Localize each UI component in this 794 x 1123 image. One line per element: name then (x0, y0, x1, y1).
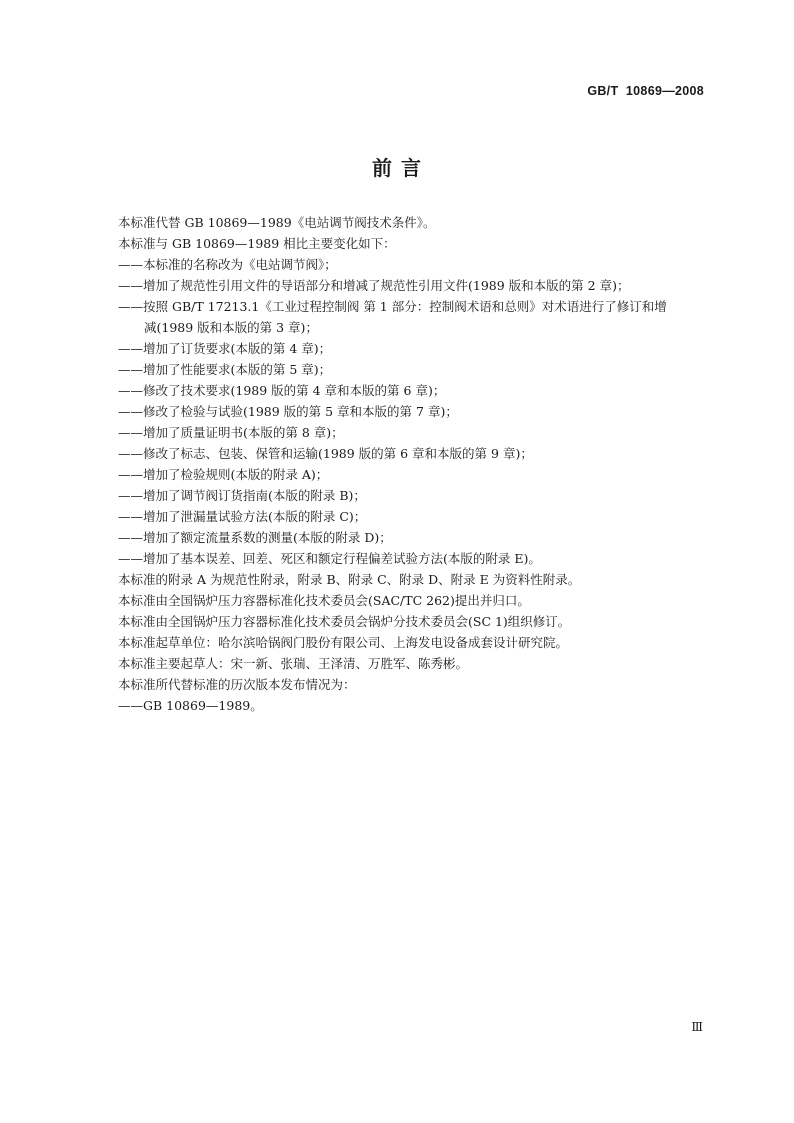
list-item: ——增加了质量证明书(本版的第 8 章)； (118, 425, 344, 440)
list-item: ——修改了标志、包装、保管和运输(1989 版的第 6 章和本版的第 9 章)； (118, 446, 533, 461)
list-item: ——增加了额定流量系数的测量(本版的附录 D)； (118, 530, 392, 545)
paragraph-line: 本标准由全国锅炉压力容器标准化技术委员会(SAC/TC 262)提出并归口。 (118, 593, 530, 608)
list-item: ——增加了调节阀订货指南(本版的附录 B)； (118, 488, 366, 503)
list-item-continuation: 减(1989 版和本版的第 3 章)； (144, 320, 318, 335)
paragraph-line: 本标准由全国锅炉压力容器标准化技术委员会锅炉分技术委员会(SC 1)组织修订。 (118, 614, 571, 629)
list-item: ——本标准的名称改为《电站调节阀》； (118, 257, 337, 272)
page-number: Ⅲ (691, 1020, 702, 1034)
standard-code: GB/T 10869—2008 (587, 84, 704, 98)
list-item: ——按照 GB/T 17213.1《工业过程控制阀 第 1 部分：控制阀术语和总则》对术语进行了修订和增 (118, 299, 667, 314)
list-item: ——修改了技术要求(1989 版的第 4 章和本版的第 6 章)； (118, 383, 446, 398)
list-item: ——增加了规范性引用文件的导语部分和增减了规范性引用文件(1989 版和本版的第 2 章)； (118, 278, 630, 293)
list-item: ——增加了基本误差、回差、死区和额定行程偏差试验方法(本版的附录 E)。 (118, 551, 541, 566)
page-title: 前 言 (372, 156, 422, 180)
paragraph-line: 本标准所代替标准的历次版本发布情况为： (118, 677, 356, 692)
list-item: ——增加了检验规则(本版的附录 A)； (118, 467, 329, 482)
list-item: ——修改了检验与试验(1989 版的第 5 章和本版的第 7 章)； (118, 404, 458, 419)
list-item: ——增加了订货要求(本版的第 4 章)； (118, 341, 332, 356)
paragraph-line: 本标准主要起草人：宋一新、张瑞、王泽清、万胜军、陈秀彬。 (118, 656, 469, 671)
paragraph-line: 本标准代替 GB 10869—1989《电站调节阀技术条件》。 (118, 215, 436, 230)
list-item: ——增加了性能要求(本版的第 5 章)； (118, 362, 332, 377)
paragraph-line: 本标准与 GB 10869—1989 相比主要变化如下： (118, 236, 396, 251)
foreword-body (118, 212, 708, 716)
paragraph-line: 本标准起草单位：哈尔滨哈锅阀门股份有限公司、上海发电设备成套设计研究院。 (118, 635, 569, 650)
list-item: ——增加了泄漏量试验方法(本版的附录 C)； (118, 509, 367, 524)
list-item: ——GB 10869—1989。 (118, 698, 263, 713)
paragraph-line: 本标准的附录 A 为规范性附录，附录 B、附录 C、附录 D、附录 E 为资料性附录。 (118, 572, 581, 587)
